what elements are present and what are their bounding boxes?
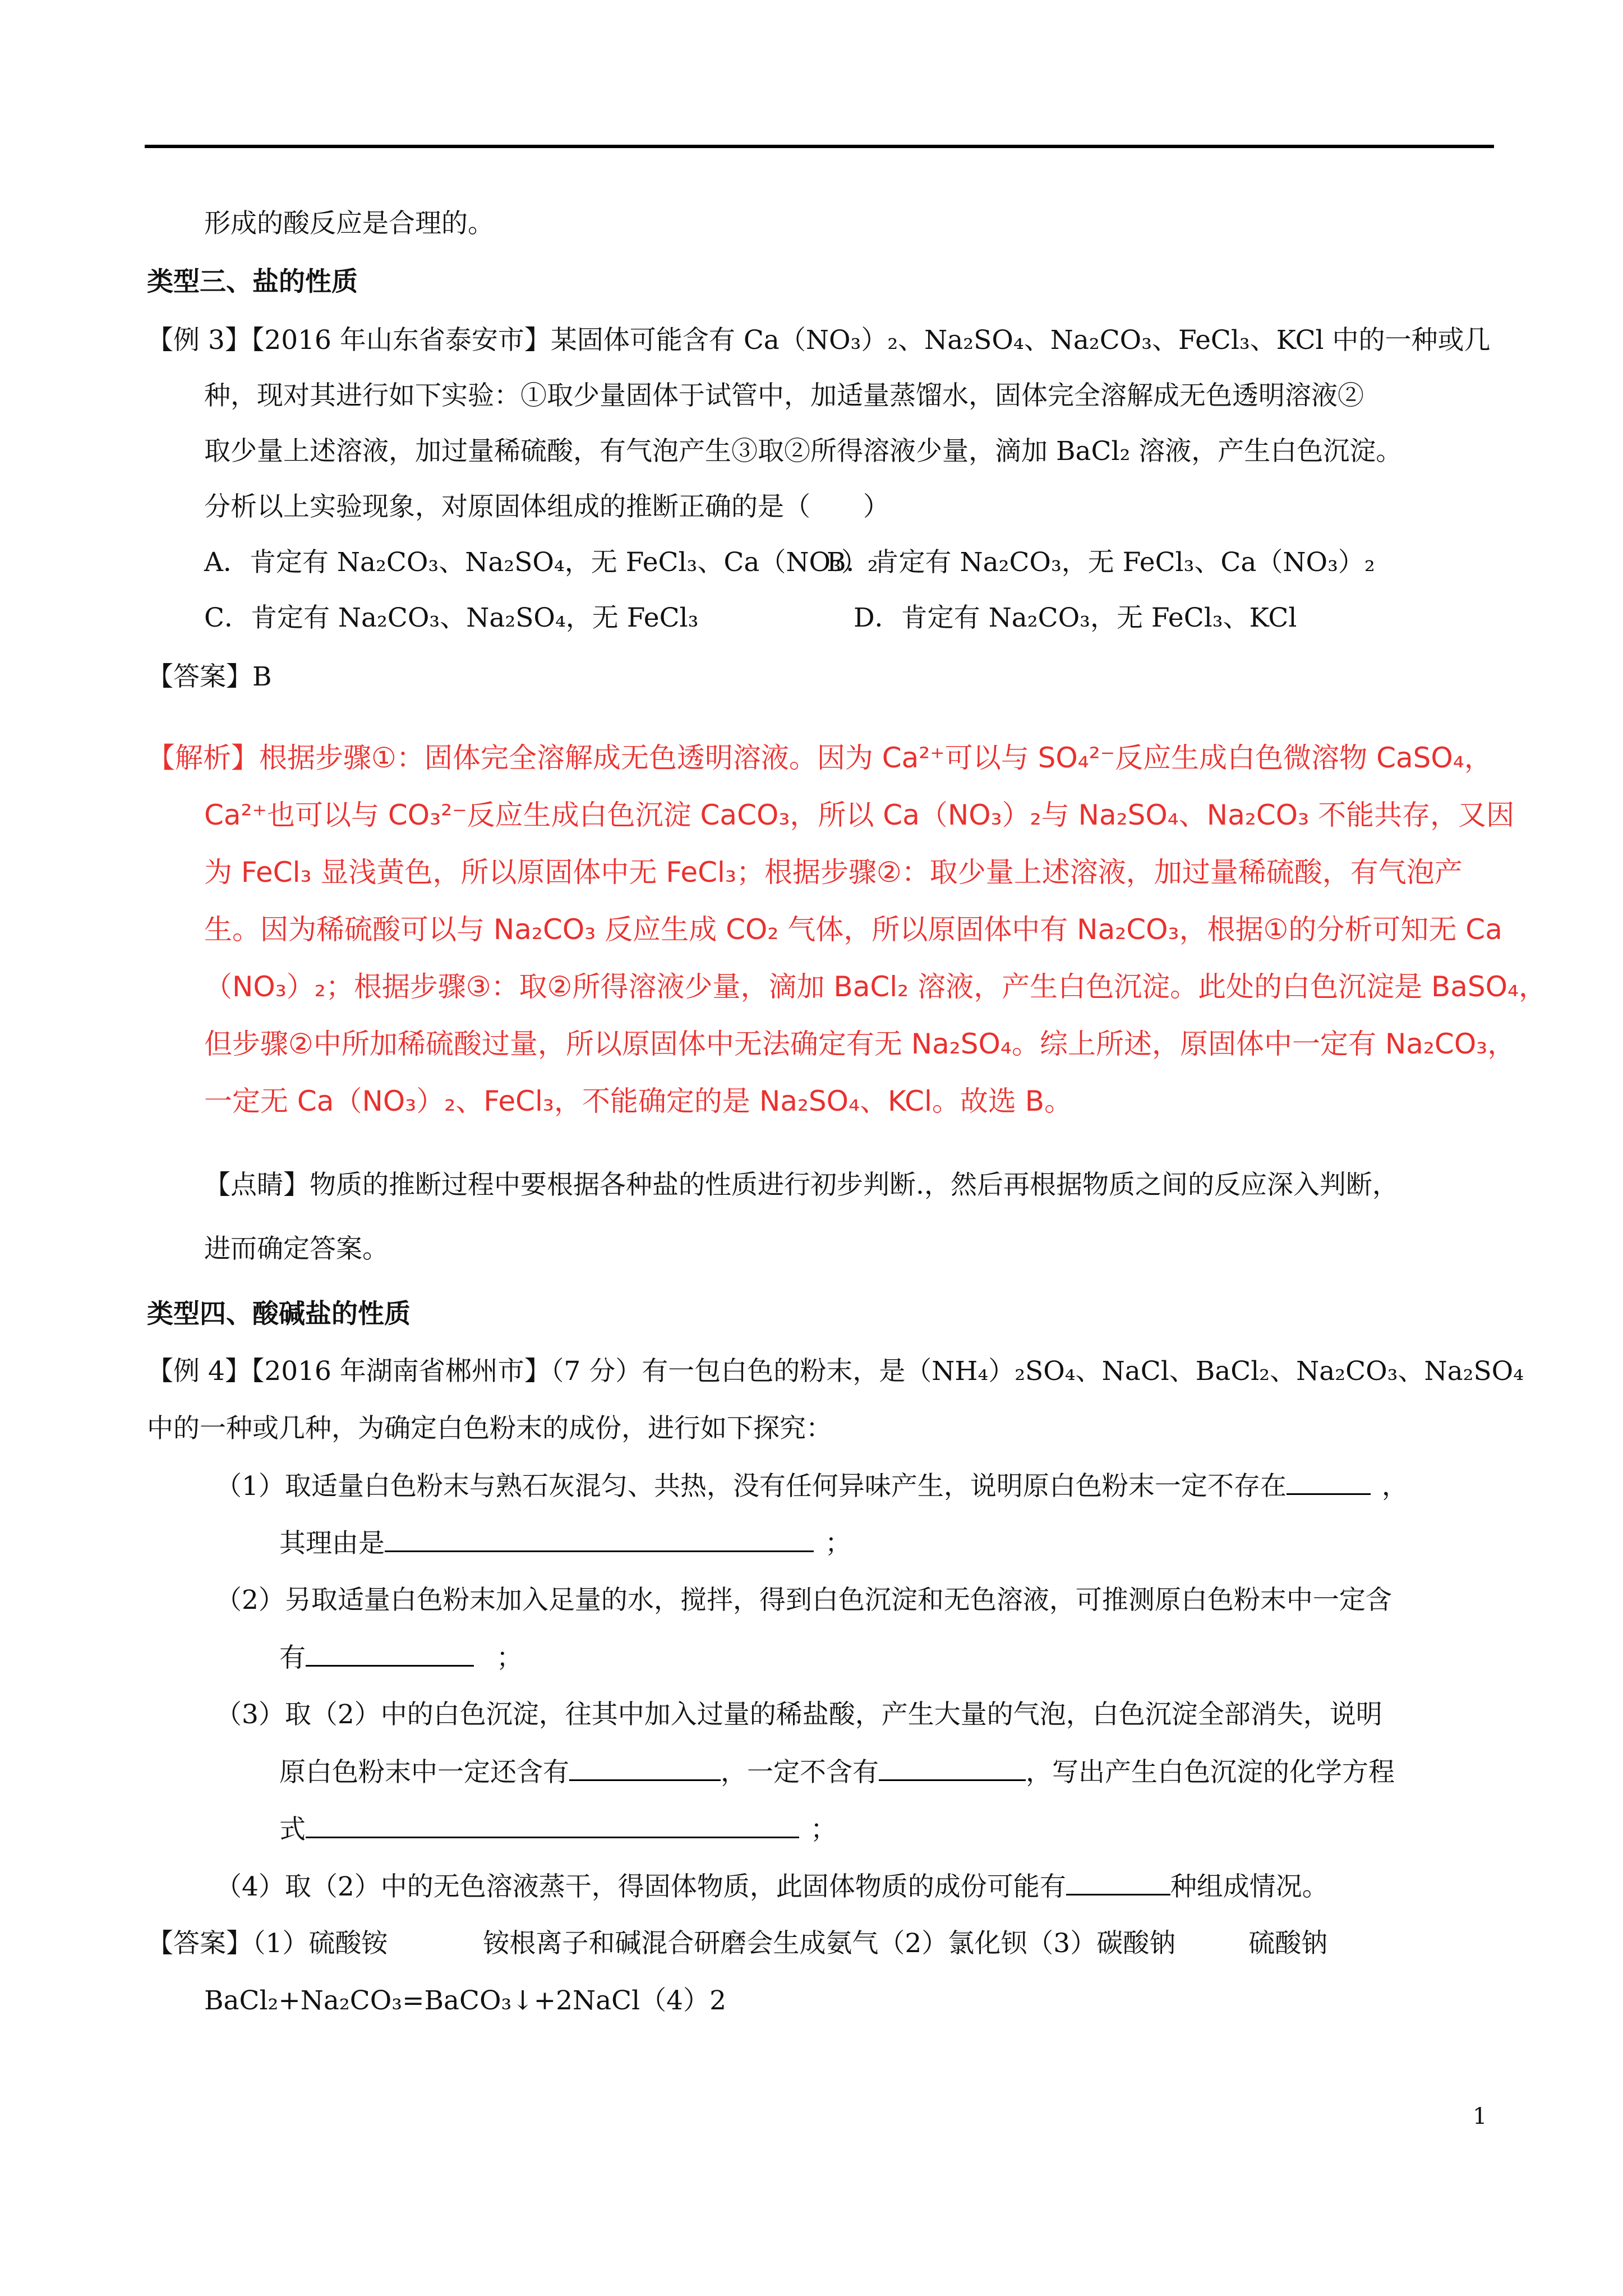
answer-blank-3[interactable] [306, 1640, 474, 1667]
carryover-text: 形成的酸反应是合理的。 [204, 208, 494, 239]
comment-line-2: 进而确定答案。 [204, 1234, 389, 1264]
example3-line-1: 【例 3】【2016 年山东省泰安市】某固体可能含有 Ca（NO₃）₂、Na₂SO₄、Na₂CO₃、FeCl₃、KCl 中的一种或几 [147, 325, 1491, 356]
question-1b [279, 1526, 851, 1561]
example3-line-4: 分析以上实验现象，对原固体组成的推断正确的是（ ） [204, 491, 889, 522]
question-3b-text-2: ，一定不含有 [721, 1757, 879, 1788]
example4-answer-line-1 [147, 1926, 1327, 1961]
question-3c-text: 式 [279, 1814, 306, 1845]
section3-heading: 类型三、盐的性质 [147, 266, 358, 297]
header-rule [145, 145, 1494, 148]
question-3b-text-3: ，写出产生白色沉淀的化学方程 [1026, 1757, 1395, 1788]
question-3c-end: ； [810, 1814, 837, 1845]
analysis-line-3: 为 FeCl₃ 显浅黄色，所以原固体中无 FeCl₃；根据步骤②：取少量上述溶液，加过量稀硫酸，有气泡产 [204, 856, 1463, 889]
question-1a-text: （1）取适量白色粉末与熟石灰混匀、共热，没有任何异味产生，说明原白色粉末一定不存在 [215, 1471, 1287, 1502]
example4-answer-line-2: BaCl₂+Na₂CO₃=BaCO₃↓+2NaCl（4）2 [204, 1985, 726, 2016]
section4-heading: 类型四、酸碱盐的性质 [147, 1299, 411, 1329]
example4-line-1: 【例 4】【2016 年湖南省郴州市】（7 分）有一包白色的粉末，是（NH₄）₂SO₄、NaCl、BaCl₂、Na₂CO₃、Na₂SO₄ [147, 1356, 1524, 1387]
answer-part-2: 铵根离子和碱混合研磨会生成氨气（2）氯化钡（3）碳酸钠 [483, 1928, 1176, 1959]
example4-line-2: 中的一种或几种，为确定白色粉末的成份，进行如下探究： [147, 1413, 832, 1444]
question-2a: （2）另取适量白色粉末加入足量的水，搅拌，得到白色沉淀和无色溶液，可推测原白色粉末中一定含 [215, 1585, 1392, 1616]
option-c: C．肯定有 Na₂CO₃、Na₂SO₄，无 FeCl₃ [204, 602, 699, 633]
question-1b-end: ； [825, 1528, 851, 1559]
question-3a: （3）取（2）中的白色沉淀，往其中加入过量的稀盐酸，产生大量的气泡，白色沉淀全部消失，说明 [215, 1699, 1382, 1730]
question-3c [279, 1812, 837, 1847]
question-3b [279, 1755, 1395, 1790]
answer-blank-5[interactable] [879, 1755, 1026, 1781]
analysis-line-4: 生。因为稀硫酸可以与 Na₂CO₃ 反应生成 CO₂ 气体，所以原固体中有 Na₂CO₃，根据①的分析可知无 Ca [204, 913, 1502, 946]
question-1a-end: ， [1381, 1471, 1408, 1502]
option-d: D．肯定有 Na₂CO₃，无 FeCl₃、KCl [854, 602, 1297, 633]
option-b: B．肯定有 Na₂CO₃，无 FeCl₃、Ca（NO₃）₂ [827, 547, 1375, 578]
question-1b-text: 其理由是 [279, 1528, 385, 1559]
analysis-line-6: 但步骤②中所加稀硫酸过量，所以原固体中无法确定有无 Na₂SO₄。综上所述，原固体中一定有 Na₂CO₃， [204, 1028, 1516, 1060]
comment-line-1: 【点睛】物质的推断过程中要根据各种盐的性质进行初步判断.，然后再根据物质之间的反应深入判断， [204, 1170, 1399, 1200]
example3-line-3: 取少量上述溶液，加过量稀硫酸，有气泡产生③取②所得溶液少量，滴加 BaCl₂ 溶液，产生白色沉淀。 [204, 436, 1403, 467]
analysis-line-7: 一定无 Ca（NO₃）₂、FeCl₃，不能确定的是 Na₂SO₄、KCl。故选 B。 [204, 1085, 1073, 1117]
answer-blank-4[interactable] [569, 1755, 721, 1781]
answer-blank-7[interactable] [1066, 1869, 1170, 1895]
answer-part-1: 【答案】（1）硫酸铵 [147, 1928, 388, 1959]
question-2b [279, 1640, 523, 1676]
example3-answer: 【答案】B [147, 661, 272, 692]
page-number: 1 [1473, 2104, 1487, 2129]
analysis-line-5: （NO₃）₂；根据步骤③：取②所得溶液少量，滴加 BaCl₂ 溶液，产生白色沉淀。此处的白色沉淀是 BaSO₄， [204, 970, 1547, 1003]
question-4-end: 种组成情况。 [1170, 1871, 1329, 1902]
answer-blank-1[interactable] [1287, 1469, 1371, 1495]
question-3b-text-1: 原白色粉末中一定还含有 [279, 1757, 569, 1788]
question-2b-text: 有 [279, 1642, 306, 1673]
question-4-text: （4）取（2）中的无色溶液蒸干，得固体物质，此固体物质的成份可能有 [215, 1871, 1066, 1902]
analysis-line-2: Ca²⁺也可以与 CO₃²⁻反应生成白色沉淀 CaCO₃，所以 Ca（NO₃）₂与 Na₂SO₄、Na₂CO₃ 不能共存，又因 [204, 799, 1515, 831]
answer-part-3: 硫酸钠 [1248, 1928, 1328, 1959]
answer-blank-6[interactable] [306, 1812, 799, 1838]
option-a: A．肯定有 Na₂CO₃、Na₂SO₄，无 FeCl₃、Ca（NO₃）₂ [204, 547, 878, 578]
example3-line-2: 种，现对其进行如下实验：①取少量固体于试管中，加适量蒸馏水，固体完全溶解成无色透明溶液② [204, 380, 1364, 411]
question-2b-end: ； [496, 1642, 523, 1673]
question-1a [215, 1469, 1408, 1504]
answer-blank-2[interactable] [385, 1526, 814, 1552]
question-4 [215, 1869, 1329, 1904]
analysis-line-1: 【解析】根据步骤①：固体完全溶解成无色透明溶液。因为 Ca²⁺可以与 SO₄²⁻反应生成白色微溶物 CaSO₄， [147, 742, 1492, 774]
